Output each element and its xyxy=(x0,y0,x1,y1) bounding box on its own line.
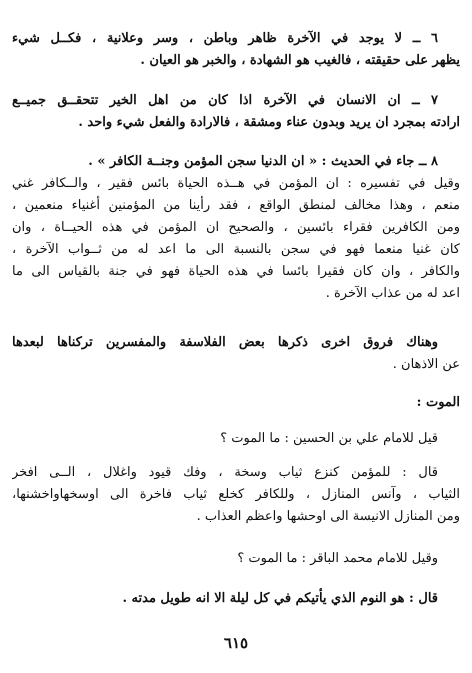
paragraph-other-differences xyxy=(12,332,460,376)
paragraph-8 xyxy=(12,151,460,305)
answer-1 xyxy=(12,462,460,528)
text-line: قيل للامام علي بن الحسين : ما الموت ؟ xyxy=(220,431,438,446)
text-line: والكافر ، وان كان فقيرا بائسا في هذه الحياة فهو في جنة بالقياس الى ما xyxy=(12,264,460,279)
text-line: ٧ ــ ان الانسان في الآخرة اذا كان من اهل الخير تتحقــق جميــع xyxy=(12,93,438,108)
text-line: ٨ ــ جاء في الحديث : « ان الدنيا سجن المؤمن وجنــة الكافر » . xyxy=(88,154,438,169)
death-section-heading xyxy=(12,392,460,414)
text-line: كان غنيا منعما فهو في سجن بالنسبة الى ما اعد له من ثــواب الآخرة ، xyxy=(12,242,460,257)
text-line: الثياب ، وآنس المنازل ، وللكافر كخلع ثياب فاخرة الى اوسخهاواخشنها، xyxy=(12,487,460,502)
paragraph-7 xyxy=(12,90,460,134)
question-1 xyxy=(12,428,460,450)
answer-2 xyxy=(12,588,460,610)
text-line: منعم ، وهذا مخالف لمنطق الواقع ، فقد رأينا من المؤمنين أغنياء منعمين ، xyxy=(12,198,460,213)
section-heading: الموت : xyxy=(416,395,460,410)
text-line: يظهر على حقيقته ، فالغيب هو الشهادة ، والخبر هو العيان . xyxy=(140,53,460,68)
paragraph-6 xyxy=(12,28,460,72)
text-line: اعد له من عذاب الآخرة . xyxy=(325,286,460,301)
text-line: ومن الكافرين فقراء بائسين ، والصحيح ان المؤمن في هذه الحيــاة ، وان xyxy=(12,220,460,235)
text-line: ٦ ــ لا يوجد في الآخرة ظاهر وباطن ، وسر وعلانية ، فكــل شيء xyxy=(12,31,438,46)
text-line: وقيل للامام محمد الباقر : ما الموت ؟ xyxy=(237,551,438,566)
text-line: عن الاذهان . xyxy=(392,357,460,372)
text-line: قال : للمؤمن كنزع ثياب وسخة ، وفك قيود واغلال ، الــى افخر xyxy=(12,465,438,480)
text-line: ومن المنازل الانيسة الى اوحشها واعظم العذاب . xyxy=(196,509,460,524)
page-number: ٦١٥ xyxy=(223,634,249,652)
text-line: ارادته بمجرد ان يريد وبدون عناء ومشقة ، فالارادة والفعل شيء واحد . xyxy=(78,115,460,130)
text-line: وقيل في تفسيره : ان المؤمن في هــذه الحياة بائس فقير ، والــكافر غني xyxy=(12,176,460,191)
text-line: قال : هو النوم الذي يأتيكم في كل ليلة الا انه طويل مدته . xyxy=(122,591,438,606)
question-2 xyxy=(12,548,460,570)
text-line: وهناك فروق اخرى ذكرها بعض الفلاسفة والمفسرين تركناها لبعدها xyxy=(12,335,438,350)
